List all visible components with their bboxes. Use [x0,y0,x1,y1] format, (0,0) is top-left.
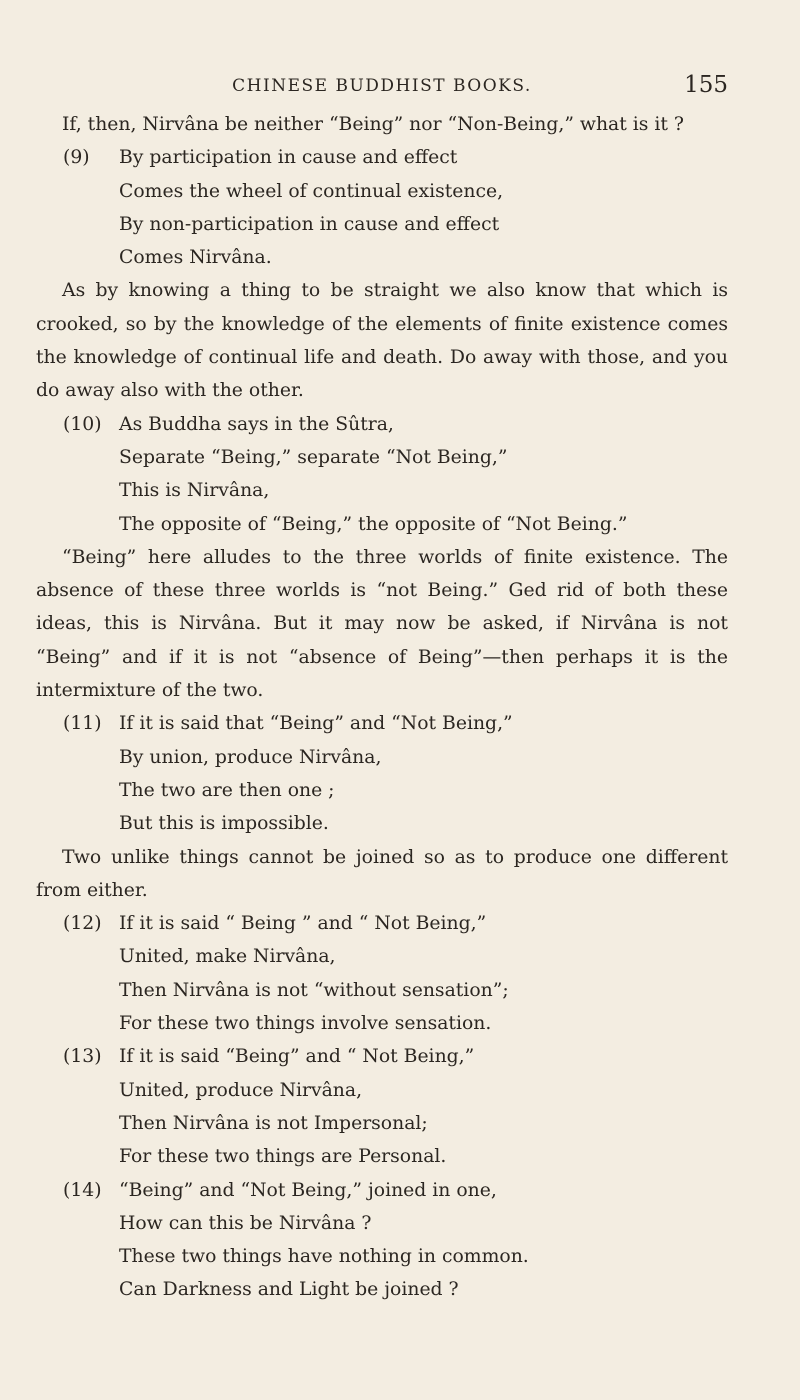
verse-line: United, produce Nirvâna, [119,1079,363,1101]
verse-line [36,907,728,940]
verse-line: The two are then one ; [119,779,335,801]
verse-number: (11) [63,713,102,735]
verse-line: For these two things involve sensation. [119,1013,492,1035]
paragraph: As by knowing a thing to be straight we also know that which is crooked, so by the knowledge of the elements of finite existence comes the knowledge of continual life and death. Do away with those, and you do away also with the other. [36,280,728,402]
verse-line: The opposite of “Being,” the opposite of “Not Being.” [119,513,628,535]
verse-line: Can Darkness and Light be joined ? [119,1279,459,1301]
verse-10 [36,408,728,541]
verse-11 [36,707,728,840]
verse-number: (14) [63,1179,102,1201]
verse-line: These two things have nothing in common. [119,1246,529,1268]
verse-line: Comes the wheel of continual existence, [119,180,504,202]
verse-line: Then Nirvâna is not Impersonal; [119,1112,428,1134]
verse-12 [36,907,728,1040]
paragraph: If, then, Nirvâna be neither “Being” nor “Non-Being,” what is it ? [62,114,684,135]
verse-9 [36,141,728,274]
verse-number: (12) [63,913,102,935]
verse-number: (9) [63,147,90,169]
verse-line [36,1174,728,1207]
verse-line: But this is impossible. [119,813,329,835]
verse-line-text: If it is said “Being” and “ Not Being,” [119,1046,475,1068]
verse-line [36,141,728,174]
verse-line [36,408,728,441]
verse-line-text: “Being” and “Not Being,” joined in one, [119,1179,497,1201]
running-head [36,0,728,108]
verse-line-text: If it is said that “Being” and “Not Being,” [119,713,513,735]
verse-line: United, make Nirvâna, [119,946,336,968]
verse-line: By non-participation in cause and effect [119,213,500,235]
verse-line-text: As Buddha says in the Sûtra, [119,413,394,435]
verse-line-text: By participation in cause and effect [119,147,458,169]
verse-number: (10) [63,413,102,435]
verse-line [36,707,728,740]
verse-13 [36,1040,728,1173]
verse-line: Comes Nirvâna. [119,247,272,269]
verse-line: For these two things are Personal. [119,1146,447,1168]
page-number: 155 [684,72,728,98]
paragraph: “Being” here alludes to the three worlds of finite existence. The absence of these three worlds is “not Being.” Ged rid of both these ideas, this is Nirvâna. But it may now be asked, if Nirvâna is not “Being” and if it is not “absence of Being”—then perhaps it is the intermixture of the two. [36,546,728,702]
paragraph: Two unlike things cannot be joined so as to produce one different from either. [36,846,728,901]
verse-line-text: If it is said “ Being ” and “ Not Being,” [119,913,487,935]
verse-number: (13) [63,1046,102,1068]
body-text [36,108,728,1307]
verse-line: This is Nirvâna, [119,480,270,502]
verse-line: By union, produce Nirvâna, [119,746,382,768]
verse-line: Then Nirvâna is not “without sensation”; [119,979,509,1001]
verse-line: How can this be Nirvâna ? [119,1212,372,1234]
verse-14 [36,1174,728,1307]
verse-line: Separate “Being,” separate “Not Being,” [119,446,508,468]
verse-line [36,1040,728,1073]
running-title: CHINESE BUDDHIST BOOKS. [232,76,532,96]
